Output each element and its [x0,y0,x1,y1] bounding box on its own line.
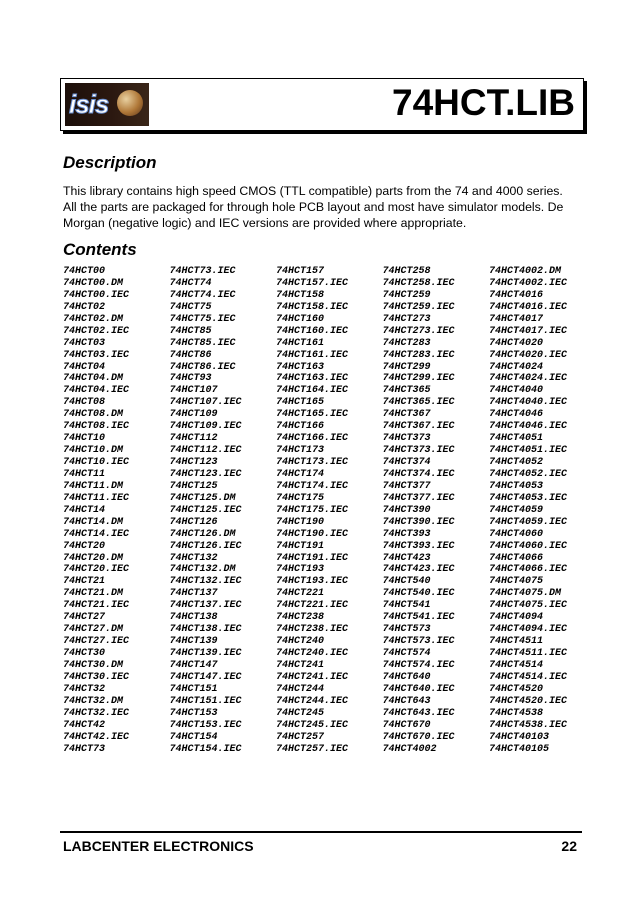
part-name: 74HCT193 [276,564,325,576]
part-name: 74HCT4538.IEC [489,719,568,731]
part-name: 74HCT4538 [489,707,544,719]
part-name: 74HCT4002 [382,743,437,755]
part-name: 74HCT4052.IEC [489,468,568,480]
part-name: 74HCT03.IEC [63,349,130,361]
part-name: 74HCT221 [276,588,325,600]
part-name: 74HCT541.IEC [382,612,455,624]
part-name: 74HCT191.IEC [276,552,349,564]
part-name: 74HCT4053 [489,480,544,492]
part-name: 74HCT643 [382,695,431,707]
part-name: 74HCT02.DM [63,313,124,325]
part-name: 74HCT27.DM [63,624,124,636]
page-number: 22 [561,838,577,854]
part-name: 74HCT4051 [489,433,544,445]
part-name: 74HCT240.IEC [276,648,349,659]
part-name: 74HCT4060 [489,528,544,540]
part-name: 74HCT126.IEC [169,540,242,552]
part-name: 74HCT238 [276,612,325,624]
part-name: 74HCT153.IEC [169,719,242,731]
part-name: 74HCT241 [276,659,325,671]
part-name: 74HCT4059.IEC [489,516,568,528]
part-name: 74HCT11.IEC [63,492,130,504]
part-name: 74HCT241.IEC [276,671,349,683]
part-name: 74HCT299.IEC [382,373,455,385]
part-name: 74HCT161.IEC [276,349,349,361]
part-name: 74HCT73 [63,743,106,755]
part-name: 74HCT165 [276,397,325,409]
part-name: 74HCT190 [276,516,325,528]
part-name: 74HCT157 [276,266,325,277]
part-name: 74HCT125.DM [169,492,236,504]
part-name: 74HCT125.IEC [169,504,242,516]
parts-column [63,266,170,755]
footer-divider [60,831,582,832]
part-name: 74HCT20.DM [63,552,124,564]
parts-column [489,266,596,755]
part-name: 74HCT42 [63,719,106,731]
part-name: 74HCT32.IEC [63,707,130,719]
part-name: 74HCT4511 [489,636,544,648]
part-name: 74HCT4016.IEC [489,301,568,313]
part-name: 74HCT125 [169,480,218,492]
part-name: 74HCT4017.IEC [489,325,568,337]
part-name: 74HCT4511.IEC [489,648,568,659]
part-name: 74HCT86.IEC [169,361,236,373]
part-name: 74HCT75 [169,301,212,313]
part-name: 74HCT08.DM [63,409,124,421]
parts-column [170,266,277,755]
part-name: 74HCT273 [382,313,431,325]
part-name: 74HCT4520 [489,683,544,695]
part-name: 74HCT4017 [489,313,544,325]
part-name: 74HCT153 [169,707,218,719]
part-name: 74HCT40103 [489,731,550,743]
part-name: 74HCT245.IEC [276,719,349,731]
part-name: 74HCT393.IEC [382,540,455,552]
part-name: 74HCT190.IEC [276,528,349,540]
part-name: 74HCT137 [169,588,218,600]
part-name: 74HCT147.IEC [169,671,242,683]
part-name: 74HCT139.IEC [169,648,242,659]
part-name: 74HCT86 [169,349,212,361]
part-name: 74HCT30.IEC [63,671,130,683]
part-name: 74HCT365.IEC [382,397,455,409]
part-name: 74HCT154 [169,731,218,743]
part-name: 74HCT244 [276,683,325,695]
part-name: 74HCT283 [382,337,431,349]
part-name: 74HCT42.IEC [63,731,130,743]
isis-logo [65,83,149,126]
part-name: 74HCT14.IEC [63,528,130,540]
part-name: 74HCT32.DM [63,695,124,707]
part-name: 74HCT93 [169,373,212,385]
part-name: 74HCT574 [382,648,431,659]
part-name: 74HCT160.IEC [276,325,349,337]
part-name: 74HCT4024.IEC [489,373,568,385]
part-name: 74HCT123.IEC [169,468,242,480]
part-name: 74HCT4051.IEC [489,445,568,457]
part-name: 74HCT240 [276,636,325,648]
part-name: 74HCT390.IEC [382,516,455,528]
part-name: 74HCT173 [276,445,325,457]
part-name: 74HCT158 [276,289,325,301]
part-name: 74HCT238.IEC [276,624,349,636]
part-name: 74HCT193.IEC [276,576,349,588]
part-name: 74HCT374.IEC [382,468,455,480]
part-name: 74HCT02.IEC [63,325,130,337]
part-name: 74HCT11 [63,468,106,480]
part-name: 74HCT4075.IEC [489,600,568,612]
part-name: 74HCT20.IEC [63,564,130,576]
part-name: 74HCT377 [382,480,431,492]
part-name: 74HCT4052 [489,457,544,468]
part-name: 74HCT154.IEC [169,743,242,755]
part-name: 74HCT40105 [489,743,550,755]
planet-icon [117,90,143,116]
part-name: 74HCT283.IEC [382,349,455,361]
part-name: 74HCT123 [169,457,218,468]
part-name: 74HCT4075 [489,576,544,588]
part-name: 74HCT259.IEC [382,301,455,313]
part-name: 74HCT165.IEC [276,409,349,421]
part-name: 74HCT175 [276,492,325,504]
part-name: 74HCT540 [382,576,431,588]
part-name: 74HCT4020.IEC [489,349,568,361]
part-name: 74HCT390 [382,504,431,516]
part-name: 74HCT138.IEC [169,624,242,636]
part-name: 74HCT151 [169,683,218,695]
part-name: 74HCT107 [169,385,218,397]
part-name: 74HCT166.IEC [276,433,349,445]
part-name: 74HCT11.DM [63,480,124,492]
part-name: 74HCT258 [382,266,431,277]
part-name: 74HCT541 [382,600,431,612]
part-name: 74HCT365 [382,385,431,397]
part-name: 74HCT85.IEC [169,337,236,349]
part-name: 74HCT4066.IEC [489,564,568,576]
part-name: 74HCT109 [169,409,218,421]
part-name: 74HCT03 [63,337,106,349]
header-box [60,78,584,131]
part-name: 74HCT4046.IEC [489,421,568,433]
parts-list [63,266,596,755]
part-name: 74HCT138 [169,612,218,624]
part-name: 74HCT670 [382,719,431,731]
part-name: 74HCT151.IEC [169,695,242,707]
part-name: 74HCT4094.IEC [489,624,568,636]
part-name: 74HCT132 [169,552,218,564]
logo-text: isis [69,89,109,119]
part-name: 74HCT367 [382,409,431,421]
footer-company: LABCENTER ELECTRONICS [63,838,254,854]
part-name: 74HCT640.IEC [382,683,455,695]
part-name: 74HCT10.DM [63,445,124,457]
part-name: 74HCT85 [169,325,212,337]
part-name: 74HCT20 [63,540,106,552]
part-name: 74HCT273.IEC [382,325,455,337]
part-name: 74HCT04.DM [63,373,124,385]
part-name: 74HCT245 [276,707,325,719]
part-name: 74HCT08 [63,397,106,409]
part-name: 74HCT163.IEC [276,373,349,385]
part-name: 74HCT21.IEC [63,600,130,612]
part-name: 74HCT27 [63,612,106,624]
part-name: 74HCT4059 [489,504,544,516]
part-name: 74HCT540.IEC [382,588,455,600]
part-name: 74HCT27.IEC [63,636,130,648]
part-name: 74HCT191 [276,540,325,552]
part-name: 74HCT367.IEC [382,421,455,433]
part-name: 74HCT258.IEC [382,277,455,289]
part-name: 74HCT04 [63,361,106,373]
part-name: 74HCT147 [169,659,218,671]
part-name: 74HCT21 [63,576,106,588]
part-name: 74HCT257 [276,731,325,743]
part-name: 74HCT161 [276,337,325,349]
part-name: 74HCT14.DM [63,516,124,528]
part-name: 74HCT173.IEC [276,457,349,468]
part-name: 74HCT373 [382,433,431,445]
part-name: 74HCT4066 [489,552,544,564]
description-text: This library contains high speed CMOS (TTL compatible) parts from the 74 and 4000 series. All the parts are packaged for through hole PCB layout and most have simulator models. De Morgan (negative logic) and IEC versions are provided where appropriate. [63,184,564,230]
part-name: 74HCT00.DM [63,277,124,289]
part-name: 74HCT4002.IEC [489,277,568,289]
part-name: 74HCT04.IEC [63,385,130,397]
part-name: 74HCT75.IEC [169,313,236,325]
part-name: 74HCT574.IEC [382,659,455,671]
part-name: 74HCT132.DM [169,564,236,576]
part-name: 74HCT163 [276,361,325,373]
part-name: 74HCT30.DM [63,659,124,671]
part-name: 74HCT08.IEC [63,421,130,433]
library-title: 74HCT.LIB [392,82,575,123]
part-name: 74HCT139 [169,636,218,648]
part-name: 74HCT573.IEC [382,636,455,648]
part-name: 74HCT640 [382,671,431,683]
part-name: 74HCT374 [382,457,431,468]
part-name: 74HCT393 [382,528,431,540]
part-name: 74HCT00 [63,266,106,277]
part-name: 74HCT112 [169,433,218,445]
part-name: 74HCT4040.IEC [489,397,568,409]
part-name: 74HCT259 [382,289,431,301]
part-name: 74HCT4020 [489,337,544,349]
part-name: 74HCT257.IEC [276,743,349,755]
part-name: 74HCT73.IEC [169,266,236,277]
part-name: 74HCT670.IEC [382,731,455,743]
part-name: 74HCT126 [169,516,218,528]
part-name: 74HCT573 [382,624,431,636]
part-name: 74HCT4046 [489,409,544,421]
part-name: 74HCT4094 [489,612,544,624]
part-name: 74HCT299 [382,361,431,373]
part-name: 74HCT32 [63,683,106,695]
part-name: 74HCT175.IEC [276,504,349,516]
part-name: 74HCT02 [63,301,106,313]
part-name: 74HCT4040 [489,385,544,397]
description-heading: Description [63,153,157,172]
part-name: 74HCT4514 [489,659,544,671]
part-name: 74HCT4060.IEC [489,540,568,552]
part-name: 74HCT643.IEC [382,707,455,719]
parts-column [383,266,490,755]
part-name: 74HCT423.IEC [382,564,455,576]
part-name: 74HCT423 [382,552,431,564]
part-name: 74HCT132.IEC [169,576,242,588]
part-name: 74HCT30 [63,648,106,659]
part-name: 74HCT112.IEC [169,445,242,457]
part-name: 74HCT244.IEC [276,695,349,707]
part-name: 74HCT4514.IEC [489,671,568,683]
part-name: 74HCT4016 [489,289,544,301]
part-name: 74HCT164.IEC [276,385,349,397]
part-name: 74HCT74 [169,277,212,289]
part-name: 74HCT74.IEC [169,289,236,301]
part-name: 74HCT174.IEC [276,480,349,492]
part-name: 74HCT14 [63,504,106,516]
parts-column [276,266,383,755]
part-name: 74HCT10.IEC [63,457,130,468]
part-name: 74HCT4520.IEC [489,695,568,707]
part-name: 74HCT4024 [489,361,544,373]
part-name: 74HCT4002.DM [489,266,562,277]
part-name: 74HCT4075.DM [489,588,562,600]
part-name: 74HCT377.IEC [382,492,455,504]
part-name: 74HCT4053.IEC [489,492,568,504]
part-name: 74HCT137.IEC [169,600,242,612]
part-name: 74HCT10 [63,433,106,445]
part-name: 74HCT00.IEC [63,289,130,301]
part-name: 74HCT373.IEC [382,445,455,457]
part-name: 74HCT21.DM [63,588,124,600]
part-name: 74HCT158.IEC [276,301,349,313]
part-name: 74HCT107.IEC [169,397,242,409]
part-name: 74HCT174 [276,468,325,480]
part-name: 74HCT157.IEC [276,277,349,289]
part-name: 74HCT160 [276,313,325,325]
contents-heading: Contents [63,240,137,259]
part-name: 74HCT221.IEC [276,600,349,612]
part-name: 74HCT109.IEC [169,421,242,433]
part-name: 74HCT166 [276,421,325,433]
part-name: 74HCT126.DM [169,528,236,540]
